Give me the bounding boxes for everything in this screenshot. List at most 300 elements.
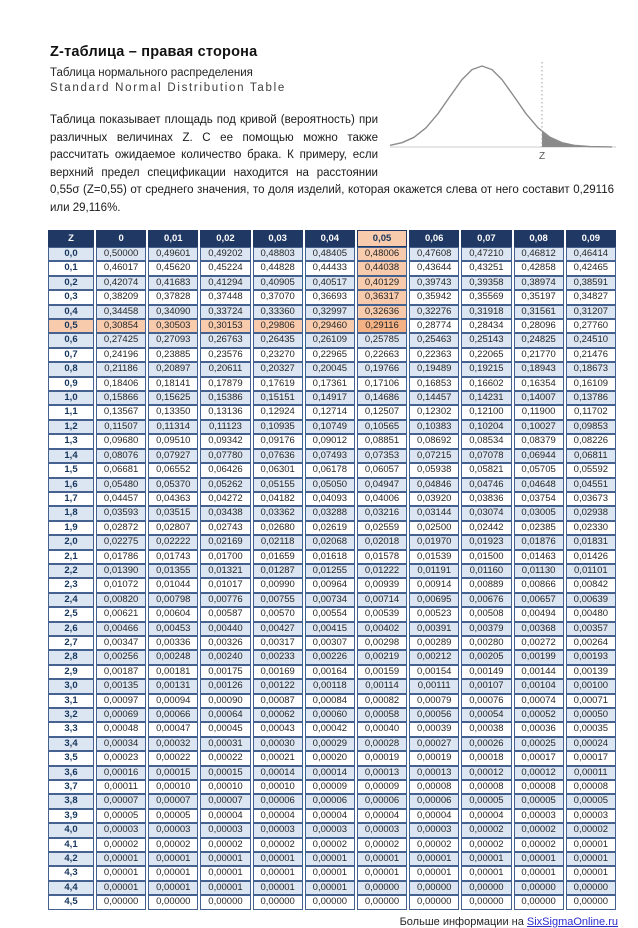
value-cell: 0,00020 [305, 751, 355, 765]
z-cell: 1,1 [48, 405, 94, 419]
value-cell: 0,00000 [566, 895, 616, 909]
value-cell: 0,07078 [461, 449, 511, 463]
value-cell: 0,15151 [253, 391, 303, 405]
z-cell: 2,7 [48, 636, 94, 650]
table-row [48, 895, 616, 909]
value-cell: 0,00005 [148, 809, 198, 823]
value-cell: 0,00466 [96, 622, 146, 636]
value-cell: 0,00039 [409, 722, 459, 736]
value-cell: 0,00043 [253, 722, 303, 736]
value-cell: 0,00001 [409, 866, 459, 880]
value-cell: 0,00990 [253, 578, 303, 592]
table-row [48, 261, 616, 275]
value-cell: 0,00001 [96, 881, 146, 895]
column-header: 0 [96, 230, 146, 247]
value-cell: 0,09176 [253, 434, 303, 448]
value-cell: 0,00004 [200, 809, 250, 823]
value-cell: 0,00024 [566, 737, 616, 751]
value-cell: 0,04846 [409, 478, 459, 492]
value-cell: 0,07636 [253, 449, 303, 463]
value-cell: 0,00107 [461, 679, 511, 693]
value-cell: 0,00007 [148, 794, 198, 808]
value-cell: 0,45224 [200, 261, 250, 275]
value-cell: 0,00048 [96, 722, 146, 736]
z-cell: 3,6 [48, 766, 94, 780]
value-cell: 0,15866 [96, 391, 146, 405]
value-cell: 0,00001 [566, 852, 616, 866]
table-row [48, 622, 616, 636]
value-cell: 0,00032 [148, 737, 198, 751]
value-cell: 0,00820 [96, 593, 146, 607]
value-cell: 0,00022 [148, 751, 198, 765]
value-cell: 0,05050 [305, 478, 355, 492]
value-cell: 0,12924 [253, 405, 303, 419]
value-cell: 0,03836 [461, 492, 511, 506]
value-cell: 0,02442 [461, 521, 511, 535]
z-table [46, 230, 618, 910]
value-cell: 0,00005 [96, 809, 146, 823]
value-cell: 0,00064 [200, 708, 250, 722]
column-header: 0,08 [514, 230, 564, 247]
value-cell: 0,00002 [461, 838, 511, 852]
value-cell: 0,06811 [566, 449, 616, 463]
value-cell: 0,25143 [461, 333, 511, 347]
value-cell: 0,01786 [96, 550, 146, 564]
value-cell: 0,37828 [148, 290, 198, 304]
value-cell: 0,00031 [200, 737, 250, 751]
value-cell: 0,29116 [357, 319, 407, 333]
value-cell: 0,00026 [461, 737, 511, 751]
value-cell: 0,14007 [514, 391, 564, 405]
value-cell: 0,00154 [409, 665, 459, 679]
table-row [48, 550, 616, 564]
value-cell: 0,49202 [200, 247, 250, 261]
value-cell: 0,30854 [96, 319, 146, 333]
value-cell: 0,06057 [357, 463, 407, 477]
value-cell: 0,00427 [253, 622, 303, 636]
table-row [48, 290, 616, 304]
value-cell: 0,04551 [566, 478, 616, 492]
value-cell: 0,02680 [253, 521, 303, 535]
value-cell: 0,00914 [409, 578, 459, 592]
value-cell: 0,00000 [357, 895, 407, 909]
value-cell: 0,40517 [305, 276, 355, 290]
value-cell: 0,00008 [409, 780, 459, 794]
value-cell: 0,00025 [514, 737, 564, 751]
value-cell: 0,00008 [566, 780, 616, 794]
value-cell: 0,00001 [566, 866, 616, 880]
value-cell: 0,50000 [96, 247, 146, 261]
value-cell: 0,26763 [200, 333, 250, 347]
value-cell: 0,00226 [305, 650, 355, 664]
value-cell: 0,09680 [96, 434, 146, 448]
value-cell: 0,00326 [200, 636, 250, 650]
value-cell: 0,14231 [461, 391, 511, 405]
value-cell: 0,01426 [566, 550, 616, 564]
value-cell: 0,00798 [148, 593, 198, 607]
value-cell: 0,42465 [566, 261, 616, 275]
value-cell: 0,22065 [461, 348, 511, 362]
value-cell: 0,00621 [96, 607, 146, 621]
value-cell: 0,06681 [96, 463, 146, 477]
value-cell: 0,28096 [514, 319, 564, 333]
value-cell: 0,08692 [409, 434, 459, 448]
value-cell: 0,22363 [409, 348, 459, 362]
value-cell: 0,11702 [566, 405, 616, 419]
value-cell: 0,17361 [305, 377, 355, 391]
table-row [48, 751, 616, 765]
value-cell: 0,32276 [409, 305, 459, 319]
value-cell: 0,01923 [461, 535, 511, 549]
value-cell: 0,00066 [148, 708, 198, 722]
value-cell: 0,10565 [357, 420, 407, 434]
value-cell: 0,00001 [200, 852, 250, 866]
value-cell: 0,12714 [305, 405, 355, 419]
value-cell: 0,24510 [566, 333, 616, 347]
value-cell: 0,03005 [514, 506, 564, 520]
table-row [48, 694, 616, 708]
sixsigma-link[interactable]: SixSigmaOnline.ru [526, 915, 618, 928]
value-cell: 0,00175 [200, 665, 250, 679]
value-cell: 0,13786 [566, 391, 616, 405]
value-cell: 0,20611 [200, 362, 250, 376]
value-cell: 0,02118 [253, 535, 303, 549]
value-cell: 0,00005 [514, 794, 564, 808]
table-header-row [48, 230, 616, 247]
value-cell: 0,04272 [200, 492, 250, 506]
z-cell: 1,7 [48, 492, 94, 506]
value-cell: 0,04006 [357, 492, 407, 506]
value-cell: 0,00199 [514, 650, 564, 664]
value-cell: 0,18141 [148, 377, 198, 391]
value-cell: 0,00038 [461, 722, 511, 736]
value-cell: 0,00657 [514, 593, 564, 607]
z-cell: 1,6 [48, 478, 94, 492]
value-cell: 0,00001 [461, 852, 511, 866]
value-cell: 0,00016 [96, 766, 146, 780]
value-cell: 0,00005 [566, 794, 616, 808]
table-row [48, 866, 616, 880]
z-cell: 4,2 [48, 852, 94, 866]
value-cell: 0,16109 [566, 377, 616, 391]
value-cell: 0,03593 [96, 506, 146, 520]
value-cell: 0,05592 [566, 463, 616, 477]
value-cell: 0,00008 [461, 780, 511, 794]
z-cell: 4,3 [48, 866, 94, 880]
value-cell: 0,17106 [357, 377, 407, 391]
value-cell: 0,09012 [305, 434, 355, 448]
value-cell: 0,00009 [357, 780, 407, 794]
value-cell: 0,48006 [357, 247, 407, 261]
value-cell: 0,00052 [514, 708, 564, 722]
value-cell: 0,00021 [253, 751, 303, 765]
z-cell: 0,4 [48, 305, 94, 319]
z-cell: 3,3 [48, 722, 94, 736]
z-cell: 3,2 [48, 708, 94, 722]
value-cell: 0,00842 [566, 578, 616, 592]
value-cell: 0,00004 [409, 809, 459, 823]
value-cell: 0,00280 [461, 636, 511, 650]
value-cell: 0,00006 [357, 794, 407, 808]
value-cell: 0,00000 [514, 895, 564, 909]
value-cell: 0,00001 [357, 866, 407, 880]
value-cell: 0,00240 [200, 650, 250, 664]
value-cell: 0,05370 [148, 478, 198, 492]
value-cell: 0,12507 [357, 405, 407, 419]
value-cell: 0,00000 [148, 895, 198, 909]
z-cell: 4,4 [48, 881, 94, 895]
value-cell: 0,01101 [566, 564, 616, 578]
value-cell: 0,00000 [461, 881, 511, 895]
value-cell: 0,04182 [253, 492, 303, 506]
value-cell: 0,16853 [409, 377, 459, 391]
value-cell: 0,00002 [566, 823, 616, 837]
value-cell: 0,04363 [148, 492, 198, 506]
z-cell: 3,7 [48, 780, 94, 794]
value-cell: 0,00001 [357, 852, 407, 866]
value-cell: 0,01072 [96, 578, 146, 592]
value-cell: 0,48405 [305, 247, 355, 261]
value-cell: 0,00040 [357, 722, 407, 736]
value-cell: 0,14917 [305, 391, 355, 405]
z-cell: 3,4 [48, 737, 94, 751]
value-cell: 0,00494 [514, 607, 564, 621]
value-cell: 0,00415 [305, 622, 355, 636]
z-cell: 1,0 [48, 391, 94, 405]
value-cell: 0,00094 [148, 694, 198, 708]
footer [46, 916, 618, 928]
value-cell: 0,26435 [253, 333, 303, 347]
value-cell: 0,00060 [305, 708, 355, 722]
value-cell: 0,12100 [461, 405, 511, 419]
normal-distribution-curve-icon [390, 44, 618, 168]
z-cell: 3,0 [48, 679, 94, 693]
table-row [48, 823, 616, 837]
value-cell: 0,23576 [200, 348, 250, 362]
value-cell: 0,02385 [514, 521, 564, 535]
value-cell: 0,31207 [566, 305, 616, 319]
value-cell: 0,41683 [148, 276, 198, 290]
value-cell: 0,27093 [148, 333, 198, 347]
value-cell: 0,00000 [514, 881, 564, 895]
value-cell: 0,00000 [566, 881, 616, 895]
value-cell: 0,00001 [200, 881, 250, 895]
value-cell: 0,39743 [409, 276, 459, 290]
value-cell: 0,00639 [566, 593, 616, 607]
value-cell: 0,03754 [514, 492, 564, 506]
table-row [48, 780, 616, 794]
value-cell: 0,11507 [96, 420, 146, 434]
value-cell: 0,00010 [148, 780, 198, 794]
value-cell: 0,00003 [357, 823, 407, 837]
table-row [48, 463, 616, 477]
value-cell: 0,00776 [200, 593, 250, 607]
z-cell: 4,0 [48, 823, 94, 837]
value-cell: 0,06944 [514, 449, 564, 463]
value-cell: 0,00004 [253, 809, 303, 823]
value-cell: 0,00012 [461, 766, 511, 780]
value-cell: 0,00014 [253, 766, 303, 780]
value-cell: 0,00139 [566, 665, 616, 679]
value-cell: 0,02275 [96, 535, 146, 549]
value-cell: 0,03144 [409, 506, 459, 520]
value-cell: 0,18673 [566, 362, 616, 376]
value-cell: 0,08534 [461, 434, 511, 448]
value-cell: 0,00205 [461, 650, 511, 664]
value-cell: 0,00000 [96, 895, 146, 909]
value-cell: 0,20045 [305, 362, 355, 376]
table-row [48, 636, 616, 650]
value-cell: 0,00005 [461, 794, 511, 808]
value-cell: 0,06301 [253, 463, 303, 477]
column-header: 0,02 [200, 230, 250, 247]
value-cell: 0,26109 [305, 333, 355, 347]
value-cell: 0,00440 [200, 622, 250, 636]
z-cell: 2,3 [48, 578, 94, 592]
value-cell: 0,03216 [357, 506, 407, 520]
z-cell: 1,8 [48, 506, 94, 520]
value-cell: 0,03362 [253, 506, 303, 520]
value-cell: 0,00000 [305, 895, 355, 909]
value-cell: 0,00317 [253, 636, 303, 650]
value-cell: 0,00056 [409, 708, 459, 722]
value-cell: 0,40129 [357, 276, 407, 290]
value-cell: 0,00002 [461, 823, 511, 837]
value-cell: 0,05262 [200, 478, 250, 492]
value-cell: 0,01876 [514, 535, 564, 549]
value-cell: 0,44433 [305, 261, 355, 275]
value-cell: 0,00050 [566, 708, 616, 722]
table-row [48, 305, 616, 319]
value-cell: 0,00002 [305, 838, 355, 852]
value-cell: 0,00695 [409, 593, 459, 607]
value-cell: 0,02872 [96, 521, 146, 535]
value-cell: 0,40905 [253, 276, 303, 290]
value-cell: 0,06426 [200, 463, 250, 477]
value-cell: 0,03673 [566, 492, 616, 506]
value-cell: 0,19489 [409, 362, 459, 376]
table-row [48, 535, 616, 549]
value-cell: 0,16354 [514, 377, 564, 391]
value-cell: 0,00347 [96, 636, 146, 650]
value-cell: 0,00071 [566, 694, 616, 708]
value-cell: 0,00002 [148, 838, 198, 852]
table-row [48, 679, 616, 693]
value-cell: 0,01255 [305, 564, 355, 578]
value-cell: 0,09510 [148, 434, 198, 448]
z-axis-label: Z [538, 151, 546, 162]
value-cell: 0,00289 [409, 636, 459, 650]
value-cell: 0,00017 [566, 751, 616, 765]
value-cell: 0,00002 [96, 838, 146, 852]
table-row [48, 478, 616, 492]
z-cell: 3,9 [48, 809, 94, 823]
value-cell: 0,10204 [461, 420, 511, 434]
value-cell: 0,02500 [409, 521, 459, 535]
value-cell: 0,08076 [96, 449, 146, 463]
value-cell: 0,45620 [148, 261, 198, 275]
value-cell: 0,00889 [461, 578, 511, 592]
table-head [48, 230, 616, 247]
value-cell: 0,21476 [566, 348, 616, 362]
value-cell: 0,00014 [305, 766, 355, 780]
value-cell: 0,05155 [253, 478, 303, 492]
table-row [48, 405, 616, 419]
value-cell: 0,46414 [566, 247, 616, 261]
value-cell: 0,31561 [514, 305, 564, 319]
value-cell: 0,14457 [409, 391, 459, 405]
value-cell: 0,00042 [305, 722, 355, 736]
value-cell: 0,00219 [357, 650, 407, 664]
value-cell: 0,23885 [148, 348, 198, 362]
value-cell: 0,00097 [96, 694, 146, 708]
z-cell: 3,5 [48, 751, 94, 765]
value-cell: 0,18406 [96, 377, 146, 391]
value-cell: 0,02619 [305, 521, 355, 535]
value-cell: 0,09853 [566, 420, 616, 434]
value-cell: 0,00000 [409, 881, 459, 895]
value-cell: 0,01044 [148, 578, 198, 592]
value-cell: 0,07353 [357, 449, 407, 463]
value-cell: 0,00587 [200, 607, 250, 621]
value-cell: 0,00023 [96, 751, 146, 765]
table-row [48, 377, 616, 391]
value-cell: 0,00100 [566, 679, 616, 693]
value-cell: 0,00082 [357, 694, 407, 708]
table-row [48, 852, 616, 866]
table-row [48, 521, 616, 535]
value-cell: 0,29460 [305, 319, 355, 333]
value-cell: 0,00000 [357, 881, 407, 895]
value-cell: 0,00357 [566, 622, 616, 636]
value-cell: 0,00006 [253, 794, 303, 808]
value-cell: 0,00001 [253, 881, 303, 895]
value-cell: 0,14686 [357, 391, 407, 405]
value-cell: 0,00508 [461, 607, 511, 621]
value-cell: 0,01743 [148, 550, 198, 564]
value-cell: 0,46017 [96, 261, 146, 275]
value-cell: 0,44828 [253, 261, 303, 275]
table-row [48, 607, 616, 621]
table-row [48, 838, 616, 852]
table-row [48, 362, 616, 376]
value-cell: 0,01130 [514, 564, 564, 578]
value-cell: 0,19766 [357, 362, 407, 376]
value-cell: 0,00012 [514, 766, 564, 780]
value-cell: 0,05480 [96, 478, 146, 492]
value-cell: 0,11314 [148, 420, 198, 434]
value-cell: 0,00018 [461, 751, 511, 765]
value-cell: 0,38209 [96, 290, 146, 304]
table-row [48, 348, 616, 362]
value-cell: 0,00001 [305, 852, 355, 866]
value-cell: 0,25463 [409, 333, 459, 347]
value-cell: 0,33724 [200, 305, 250, 319]
value-cell: 0,32636 [357, 305, 407, 319]
column-header: 0,01 [148, 230, 198, 247]
value-cell: 0,00554 [305, 607, 355, 621]
table-row [48, 564, 616, 578]
value-cell: 0,00001 [96, 852, 146, 866]
value-cell: 0,42858 [514, 261, 564, 275]
value-cell: 0,27760 [566, 319, 616, 333]
value-cell: 0,00159 [357, 665, 407, 679]
value-cell: 0,03515 [148, 506, 198, 520]
value-cell: 0,00755 [253, 593, 303, 607]
value-cell: 0,46812 [514, 247, 564, 261]
value-cell: 0,00045 [200, 722, 250, 736]
value-cell: 0,02743 [200, 521, 250, 535]
